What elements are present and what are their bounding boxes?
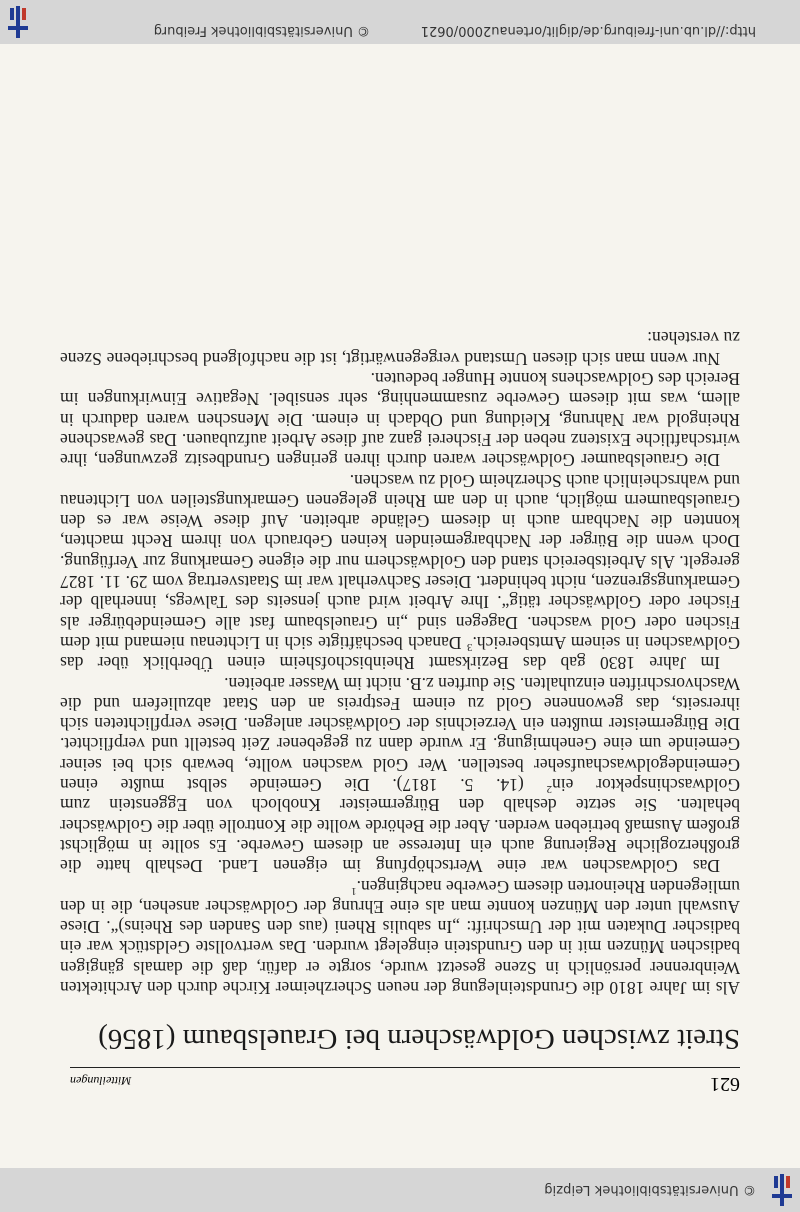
paragraph-4: Die Grauelsbaumer Goldwäscher waren durch ihren geringen Grundbesitz gezwungen, ihre wirtschaftliche Existenz neben der Fischerei ganz auf diese Arbeit aufzubauen. Das gewaschene Rheingold war Nahrung, Kleidung und Obdach in einem. Die Menschen waren dadurch in allem, was mit diesem Gewerbe zusammenhing, sehr sensibel. Negative Einwirkungen im Bereich des Goldwaschens konnte Hunger bedeuten. xyxy=(60,369,740,471)
article-title: Streit zwischen Goldwäschern bei Grauelsbaum (1856) xyxy=(98,1023,740,1055)
copyright-label: © Universitätsbibliothek Freiburg xyxy=(153,23,370,38)
document-url[interactable]: http://dl.ub.uni-freiburg.de/diglit/ortenau2000/0621 xyxy=(420,23,756,38)
paragraph-1: Als im Jahre 1810 die Grundsteinlegung der neuen Scherzheimer Kirche durch den Architekten Weinbrenner persönlich in Szene gesetzt wurde, sorgte er dafür, daß die damals gängigen badischen Münzen mit in den Grundstein eingelegt wurden. Das wertvollste Geldstück war ein badischer Dukaten mit der Umschrift: „In sabulis Rheni (aus den Sanden des Rheins)“. Diese Auswahl unter den Münzen konnte man als eine Ehrung der Goldwäscher ansehen, die in den umliegenden Rheinorten diesem Gewerbe nachgingen.$^1$ xyxy=(60,876,740,998)
library-logo-icon xyxy=(0,0,36,44)
article-body xyxy=(60,328,740,998)
library-logo-icon xyxy=(764,1168,800,1212)
header-bar xyxy=(0,1168,800,1212)
footer-copyright-label: © Universitätsbibliothek Leipzig xyxy=(544,1182,756,1198)
paragraph-3: Im Jahre 1830 gab das Bezirksamt Rheinbischofsheim einen Überblick über das Goldwaschen in seinem Amtsbereich.$^3$ Danach beschäftigte sich in Lichtenau niemand mit dem Fischen oder Gold waschen. Dagegen sind „in Grauelsbaum fast alle Gemeindebürger als Fischer oder Goldwäscher tätig“. Ihre Arbeit wird auch jenseits des Talwegs, innerhalb der Gemarkungsgrenzen, nicht behindert. Dieser Sachverhalt war im Staatsvertrag vom 29. 11. 1827 geregelt. Als Arbeitsbereich stand den Goldwäschern nur die eigene Gemarkung zur Verfügung. Doch wenn die Bürger der Nachbargemeinden keinen Gebrauch von ihrem Recht machten, konnten die Nachbarn auch in diesem Gelände arbeiten. Auf diese Weise war es den Grauelsbaumern möglich, auch in den am Rhein gelegenen Gemarkungsteilen von Lichtenau und wahrscheinlich auch Scherzheim Gold zu waschen. xyxy=(60,470,740,674)
url-bar xyxy=(0,0,800,44)
running-header xyxy=(70,1067,740,1102)
paragraph-2: Das Goldwaschen war eine Wertschöpfung im eigenen Land. Deshalb hatte die großherzogliche Regierung auch ein Interesse an diesem Gewerbe. Es sollte in möglichst großem Ausmaß betrieben werden. Aber die Behörde wollte die Kontrolle über die Goldwäscher behalten. Sie setzte deshalb den Bürgermeister Knobloch von Eggenstein zum Goldwaschinspektor ein$^2$ (14. 5. 1817). Die Gemeinde selbst mußte einen Gemeindegoldwaschaufseher bestellen. Wer Gold waschen wollte, bewarb sich bei seiner Gemeinde um eine Genehmigung. Er wurde dann zu gegebener Zeit bestellt und verpflichtet. Die Bürgermeister mußten ein Verzeichnis der Goldwäscher anlegen. Diese verpflichteten sich ihrerseits, das gewonnene Gold zu einem Festpreis an den Staat abzuliefern und die Waschvorschriften einzuhalten. Sie durften z.B. nicht im Wasser arbeiten. xyxy=(60,673,740,877)
footnote-ref[interactable]: 3 xyxy=(466,640,473,653)
footnote-ref[interactable]: 1 xyxy=(351,884,357,897)
footnote-ref[interactable]: 2 xyxy=(546,782,553,795)
section-heading: Mitteilungen xyxy=(70,1074,132,1088)
paragraph-5: Nur wenn man sich diesen Umstand vergegenwärtigt, ist die nachfolgend beschriebene Szene zu verstehen: xyxy=(60,328,740,369)
document-page xyxy=(0,44,800,1168)
page-number: 621 xyxy=(710,1073,740,1095)
